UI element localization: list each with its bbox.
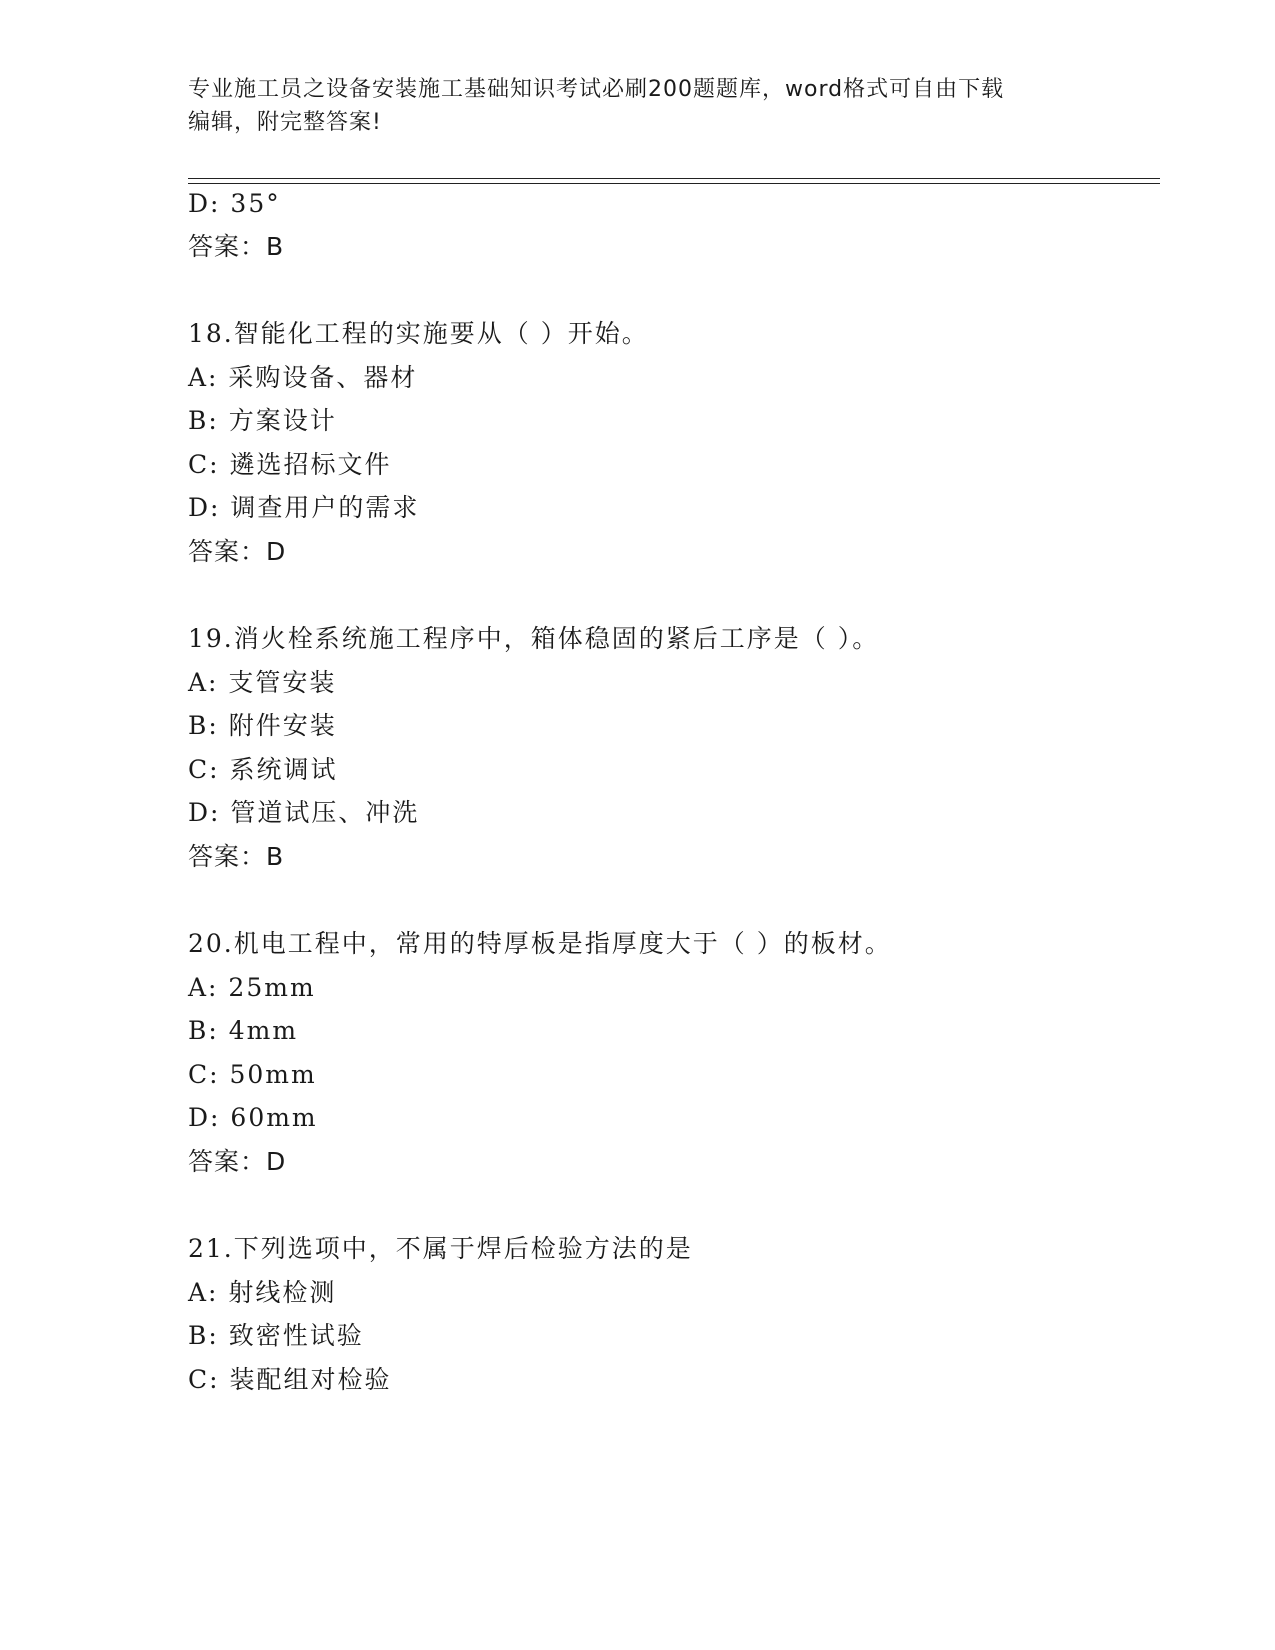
q17-option-d: D: 35°: [188, 189, 281, 218]
q19-option-d: D: 管道试压、冲洗: [188, 798, 420, 827]
q17-answer: 答案：B: [188, 232, 285, 261]
q21-option-b: B: 致密性试验: [188, 1321, 364, 1350]
q19-question: 19.消火栓系统施工程序中，箱体稳固的紧后工序是（ ）。: [188, 624, 880, 653]
q18-option-d: D: 调查用户的需求: [188, 493, 420, 522]
q20-question: 20.机电工程中，常用的特厚板是指厚度大于（ ）的板材。: [188, 929, 892, 958]
q18-answer: 答案：D: [188, 537, 287, 566]
q21-question: 21.下列选项中，不属于焊后检验方法的是: [188, 1234, 693, 1263]
q18-option-a: A: 采购设备、器材: [188, 363, 418, 392]
q19-answer: 答案：B: [188, 842, 285, 871]
header-title-line-2: 编辑，附完整答案!: [188, 110, 382, 135]
q21-option-a: A: 射线检测: [188, 1278, 337, 1307]
q20-option-b: B: 4mm: [188, 1016, 299, 1045]
q20-option-c: C: 50mm: [188, 1060, 317, 1089]
q19-option-b: B: 附件安装: [188, 711, 337, 740]
q20-option-d: D: 60mm: [188, 1103, 318, 1132]
q18-question: 18.智能化工程的实施要从（ ）开始。: [188, 319, 649, 348]
q18-option-b: B: 方案设计: [188, 406, 337, 435]
document-header: [188, 73, 1088, 139]
header-divider-top: [188, 178, 1160, 179]
q20-option-a: A: 25mm: [188, 973, 316, 1002]
q19-option-a: A: 支管安装: [188, 668, 337, 697]
header-divider-bottom: [188, 183, 1160, 184]
q20-answer: 答案：D: [188, 1147, 287, 1176]
header-title-line-1: 专业施工员之设备安装施工基础知识考试必刷200题题库，word格式可自由下载: [188, 77, 1005, 102]
q19-option-c: C: 系统调试: [188, 755, 338, 784]
q21-option-c: C: 装配组对检验: [188, 1365, 392, 1394]
q18-option-c: C: 遴选招标文件: [188, 450, 392, 479]
